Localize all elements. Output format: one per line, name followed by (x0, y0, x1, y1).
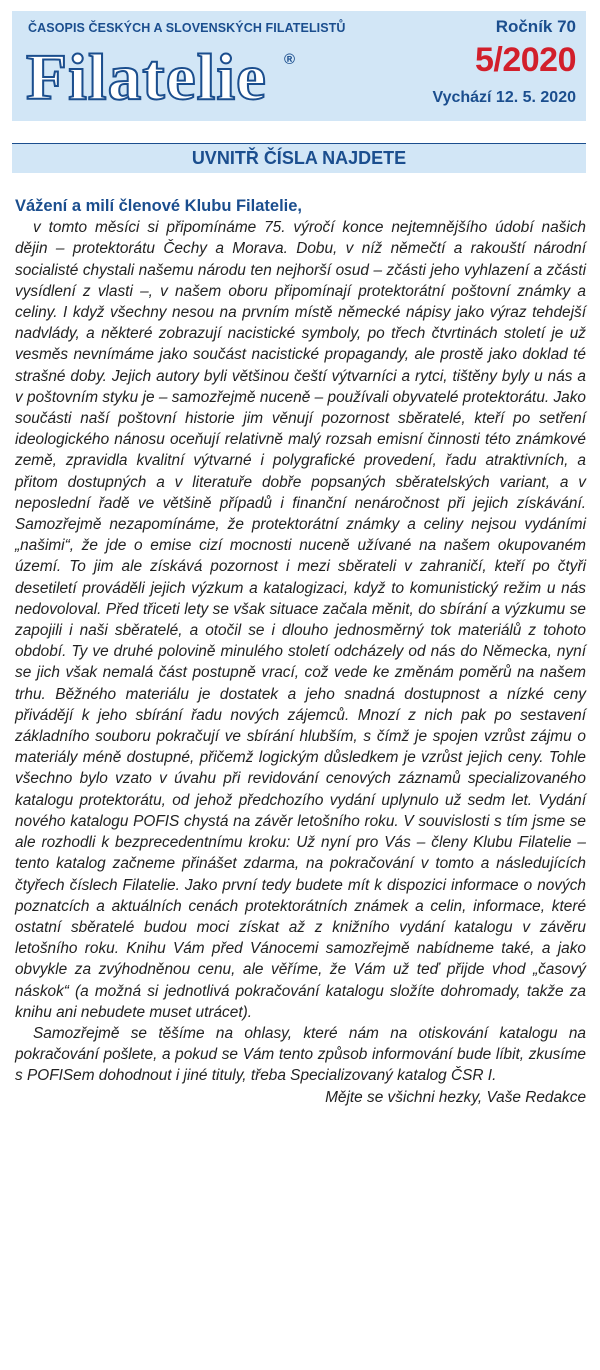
publish-date: Vychází 12. 5. 2020 (432, 89, 576, 106)
registered-mark: ® (284, 51, 296, 68)
logo: Filatelie (26, 41, 267, 114)
editorial-article (15, 196, 586, 1108)
greeting: Vážení a milí členové Klubu Filatelie, (15, 197, 303, 215)
journal-name: ČASOPIS ČESKÝCH A SLOVENSKÝCH FILATELISTŮ (28, 21, 346, 35)
section-banner: UVNITŘ ČÍSLA NAJDETE (12, 143, 586, 173)
signature: Mějte se všichni hezky, Vaše Redakce (325, 1088, 586, 1106)
volume-label: Ročník 70 (495, 17, 576, 36)
issue-number: 5/2020 (475, 41, 576, 79)
masthead (12, 11, 586, 121)
paragraph-2: Samozřejmě se těšíme na ohlasy, které nám na otiskování katalogu na pokračování pošlete, a pokud se Vám tento způsob informování bude líbit, zkusíme s POFISem dohodnout i jiné tituly, třeba Specializovaný katalog ČSR I. (15, 1024, 586, 1085)
paragraph-1: v tomto měsíci si připomínáme 75. výročí konce nejtemnějšího údobí našich dějin – protektorátu Čechy a Morava. Dobu, v níž němečtí a rakouští národní socialisté chystali našemu národu ten nejhorší osud – zčásti jeho vyhlazení a zčásti vysídlení z vlasti –, v našem oboru připomínají protektorátní poštovní známky a celiny. I když všechny nesou na prvním místě německé nápisy jako výraz tehdejší nadvlády, a některé zobrazují nacistické symboly, po třech čtvrtinách století je už vesměs nevnímáme jako součást nacistické propagandy, ale prostě jako doklad té strašné doby. Jejich autory byli většinou čeští výtvarníci a rytci, tištěny byly u nás a v poštovním styku je – samozřejmě nuceně – používali obyvatelé protektorátu. Jako součásti naší poštovní historie jim věnují pozornost sběratelé, kteří po setření ideologického nánosu oceňují relativně malý rozsah emisní činnosti této známkové země, zpravidla kvalitní výtvarné i polygrafické provedení, řadu atraktivních, a přitom dostupných a v literatuře dobře popsaných sběratelských variant, a v neposlední řadě ve většině případů i finanční nenáročnost při jejich získávání. Samozřejmě nezapomínáme, že protektorátní známky a celiny nejsou vydáními „našimi“, že jde o emise cizí mocnosti nuceně užívané na našem okupovaném území. To jim ale získává pozornost i mezi sběrateli v zahraničí, kteří po čtyři desetiletí prováděli jejich výzkum a katalogizaci, když to komunistický režim u nás nedovoloval. Před třiceti lety se však situace začala měnit, do sbírání a výzkumu se zapojili i naši sběratelé, a otočil se i dlouho jednosměrný tok materiálů z tohoto období. Ty ve druhé polovině minulého století odcházely od nás do Německa, nyní se jich však nemalá část postupně vrací, což vede ke změnám poměrů na našem trhu. Běžného materiálu je dostatek a jeho snadná dostupnost a nízké ceny přivádějí k jeho sbírání řadu nových zájemců. Mnozí z nich pak po sestavení základního souboru pokračují ve sbírání hlubším, s čímž je spojen vzrůst zájmu o materiály méně dostupné, přičemž logickým důsledkem je vzrůst jejich ceny. Tohle všechno bylo vzato v úvahu při revidování cenových záznamů specializovaného katalogu protektorátu, od jehož předchozího vydání uplynulo už sedm let. Vydání nového katalogu POFIS chystá na závěr letošního roku. V souvislosti s tím jsme se ale rozhodli k bezprecedentnímu kroku: Už nyní pro Vás – členy Klubu Filatelie – tento katalog začneme přinášet zdarma, na pokračování v tomto a následujících čtyřech číslech Filatelie. Jako první tedy budete mít k dispozici informace o nových poznatcích a aktuálních cenách protektorátních známek a celin, informace, které ostatní sběratelé budou moci získat až z knižního vydání katalogu v závěru letošního roku. Knihu Vám před Vánocemi samozřejmě nabídneme také, a jako obvykle za zvýhodněnou cenu, ale věříme, že Vám už teď přijde vhod „časový náskok“ (a možná si jednotlivá pokračování katalogu složíte dohromady, takže za knihu ani nebudete muset utrácet). (15, 219, 586, 1021)
